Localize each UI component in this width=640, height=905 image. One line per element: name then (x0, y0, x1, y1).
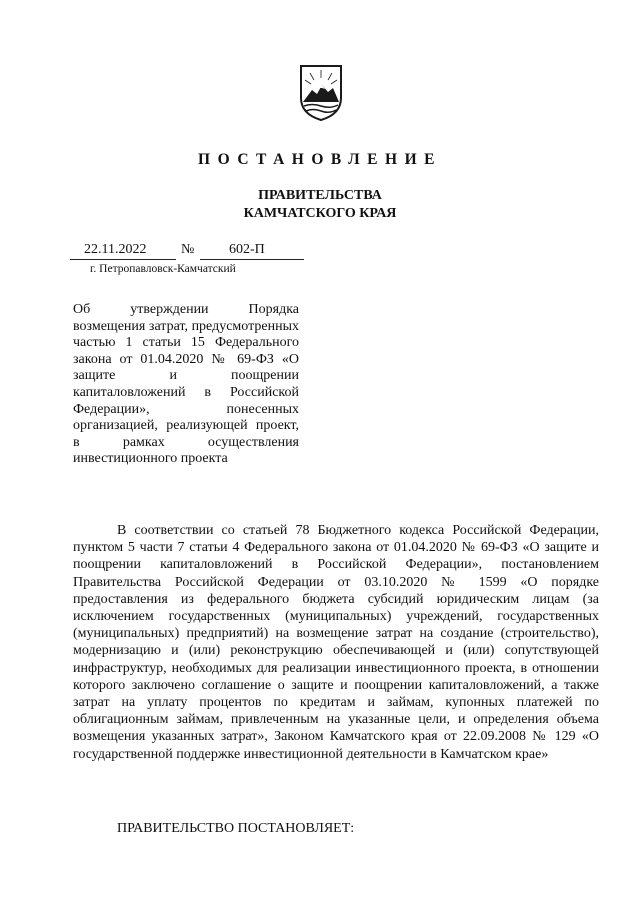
preamble-paragraph: В соответствии со статьей 78 Бюджетного кодекса Российской Федерации, пунктом 5 части 7 статьи 4 Федерального закона от 01.04.2020 № 69-ФЗ «О защите и поощрении капиталовложений в Российской Федерации», постановлением Правительства Российской Федерации от 03.10.2020 № 1599 «О порядке предоставления из федерального бюджета субсидий юридическим лицам (за исключением государственных (муниципальных) учреждений, государственных (муниципальных) предприятий) на возмещение затрат на создание (строительство), модернизацию и (или) реконструкцию обеспечивающей и (или) сопутствующей инфраструктур, необходимых для реализации инвестиционного проекта, в отношении которого заключено соглашение о защите и поощрении капиталовложений, а также затрат на уплату процентов по кредитам и займам, купонных платежей по облигационным займам, привлеченным на указанные цели, и определения объема возмещения указанных затрат», Законом Камчатского края от 22.09.2008 № 129 «О государственной поддержке инвестиционной деятельности в Камчатском крае» (73, 523, 599, 762)
decree-statement: ПРАВИТЕЛЬСТВО ПОСТАНОВЛЯЕТ: (117, 821, 355, 836)
document-number: 602-П (229, 242, 265, 257)
document-subject: Об утверждении Порядка возмещения затрат, предусмотренных частью 1 статьи 15 Федерального закона от 01.04.2020 № 69-ФЗ «О защите и поощрении капиталовложений в Российской Федерации», понесенных организацией, реализующей проект, в рамках осуществления инвестиционного проекта (73, 302, 299, 467)
number-underline (200, 259, 304, 260)
date-underline (70, 259, 176, 260)
issuing-authority (0, 187, 640, 223)
kamchatka-coat-of-arms-icon (298, 64, 344, 122)
document-type-title: ПОСТАНОВЛЕНИЕ (198, 151, 442, 168)
document-date: 22.11.2022 (84, 242, 147, 257)
authority-line-1: ПРАВИТЕЛЬСТВА (258, 188, 382, 203)
authority-line-2: КАМЧАТСКОГО КРАЯ (243, 206, 397, 221)
number-sign: № (181, 242, 195, 257)
issuing-city: г. Петропавловск-Камчатский (90, 263, 236, 275)
